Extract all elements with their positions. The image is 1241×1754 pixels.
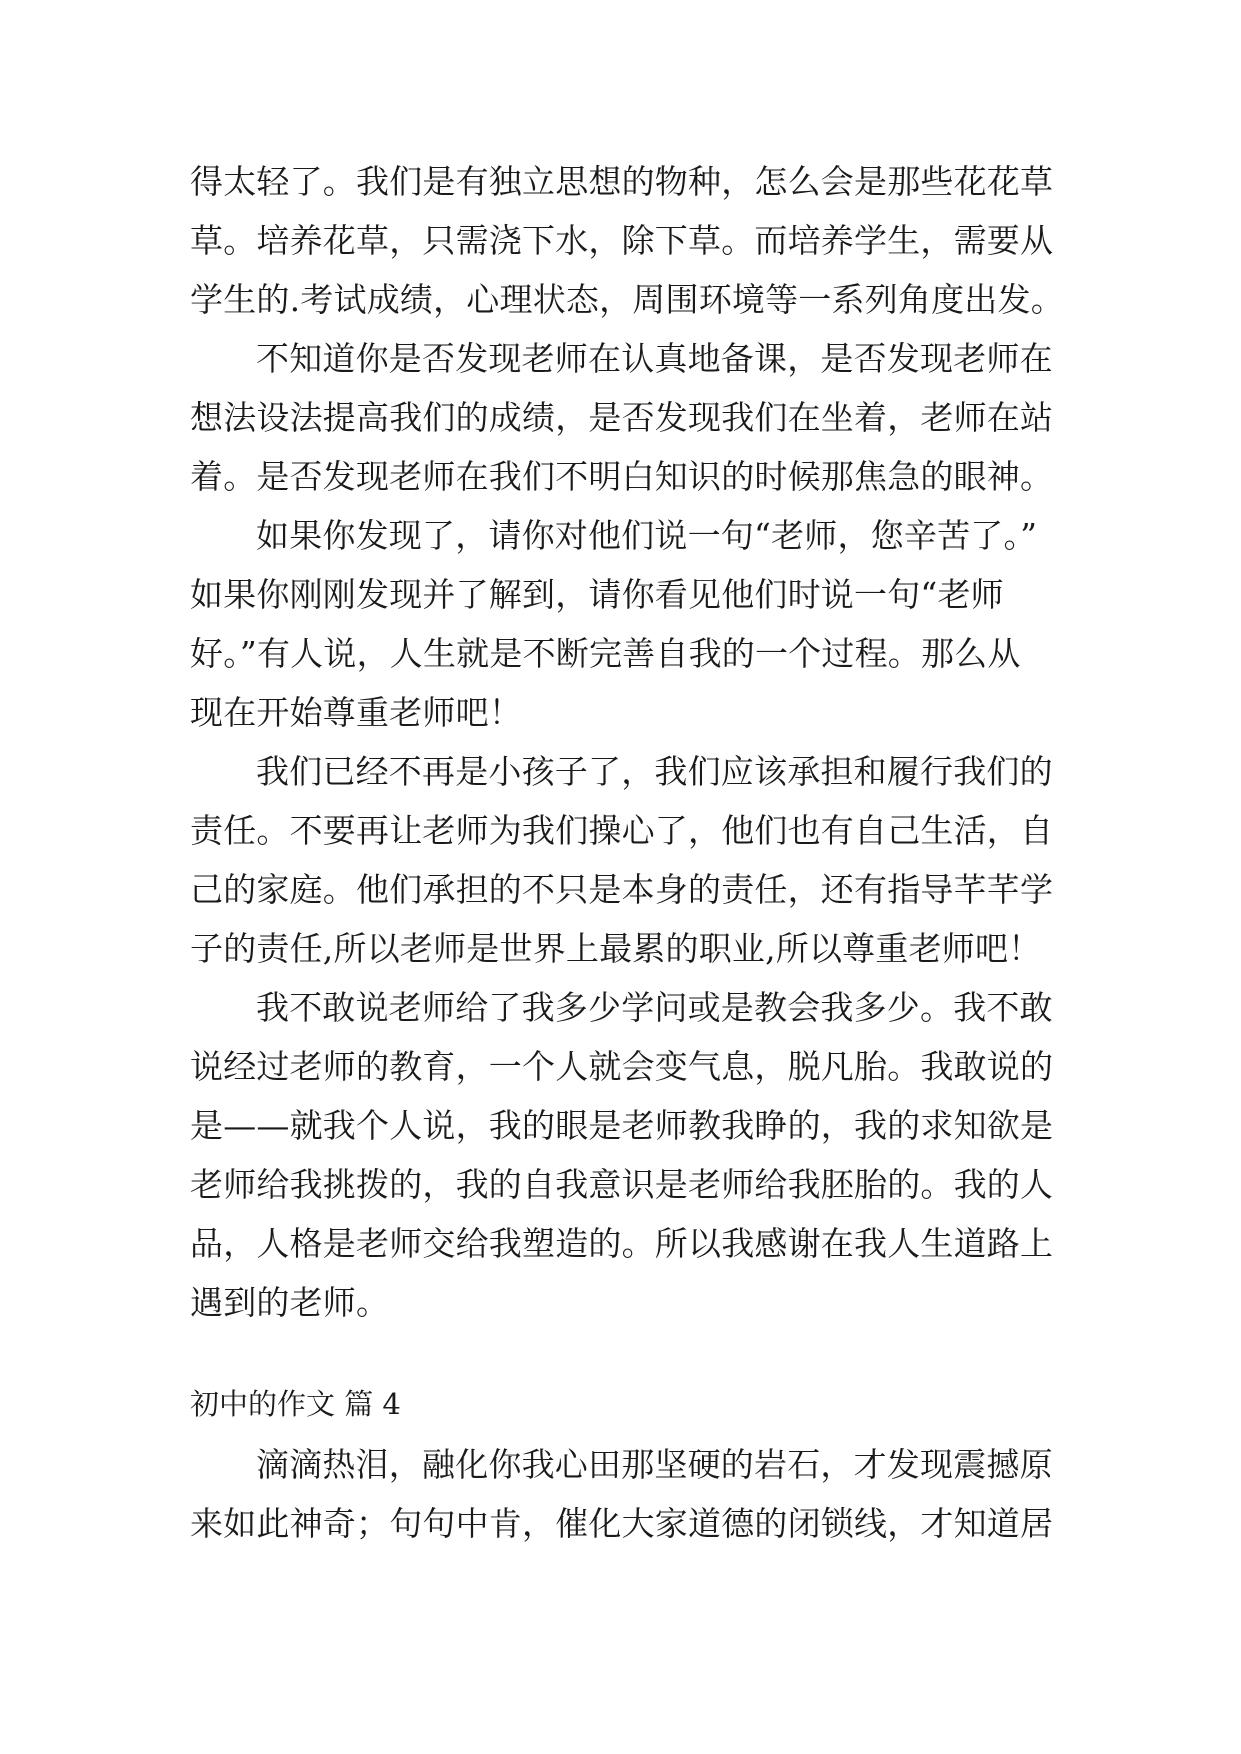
text-line: 好。”有人说，人生就是不断完善自我的一个过程。那么从 (190, 634, 1021, 673)
section-heading: 初中的作文 篇 4 (190, 1387, 401, 1421)
text-line: 子的责任,所以老师是世界上最累的职业,所以尊重老师吧！ (190, 929, 1042, 968)
text-line: 己的家庭。他们承担的不只是本身的责任，还有指导芊芊学 (190, 870, 1054, 909)
text-line: 得太轻了。我们是有独立思想的物种，怎么会是那些花花草 (190, 162, 1054, 201)
text-line: 想法设法提高我们的成绩，是否发现我们在坐着，老师在站 (190, 398, 1054, 437)
paragraph-start-line: 如果你发现了，请你对他们说一句“老师，您辛苦了。” (256, 516, 1038, 555)
paragraph-start-line: 我们已经不再是小孩子了，我们应该承担和履行我们的 (256, 752, 1053, 791)
text-line: 来如此神奇；句句中肯，催化大家道德的闭锁线，才知道居 (190, 1504, 1054, 1543)
text-line: 责任。不要再让老师为我们操心了，他们也有自己生活，自 (190, 811, 1054, 850)
text-line: 现在开始尊重老师吧！ (190, 693, 522, 732)
paragraph-start-line: 我不敢说老师给了我多少学问或是教会我多少。我不敢 (256, 988, 1053, 1027)
text-line: 草。培养花草，只需浇下水，除下草。而培养学生，需要从 (190, 221, 1054, 260)
text-line: 品，人格是老师交给我塑造的。所以我感谢在我人生道路上 (190, 1224, 1054, 1263)
paragraph-start-line: 不知道你是否发现老师在认真地备课，是否发现老师在 (256, 339, 1053, 378)
text-line: 是——就我个人说，我的眼是老师教我睁的，我的求知欲是 (190, 1106, 1054, 1145)
text-line: 老师给我挑拨的，我的自我意识是老师给我胚胎的。我的人 (190, 1165, 1054, 1204)
text-line: 如果你刚刚发现并了解到，请你看见他们时说一句“老师 (190, 575, 1004, 614)
text-line: 学生的.考试成绩，心理状态，周围环境等一系列角度出发。 (190, 280, 1064, 319)
paragraph-start-line: 滴滴热泪，融化你我心田那坚硬的岩石，才发现震撼原 (256, 1445, 1053, 1484)
text-line: 着。是否发现老师在我们不明白知识的时候那焦急的眼神。 (190, 457, 1054, 496)
text-line: 说经过老师的教育，一个人就会变气息，脱凡胎。我敢说的 (190, 1047, 1054, 1086)
text-line: 遇到的老师。 (190, 1283, 390, 1322)
